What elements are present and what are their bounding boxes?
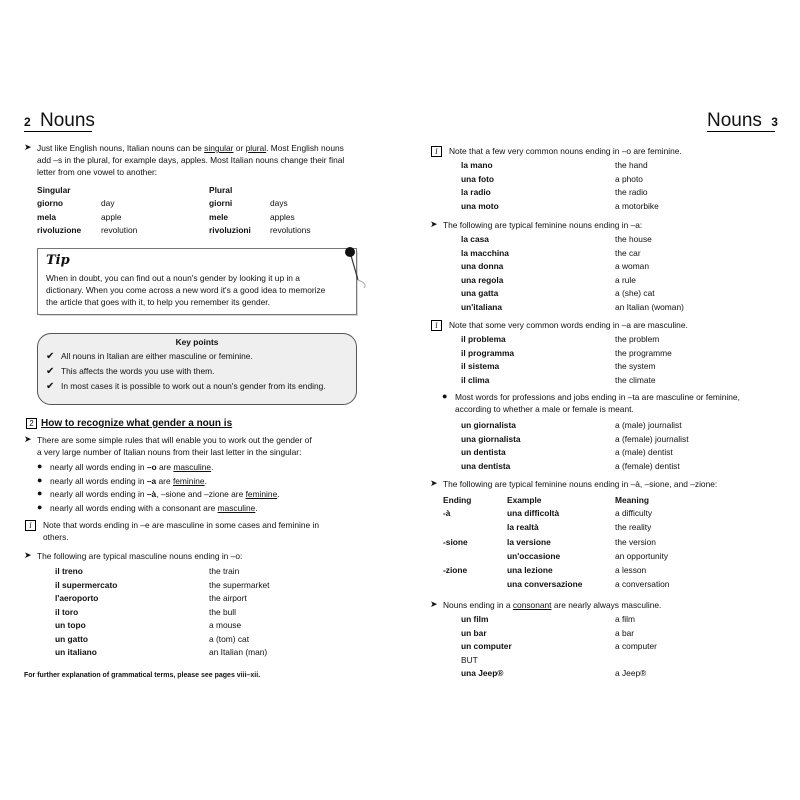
right-page-header bbox=[707, 111, 778, 132]
rule-text: nearly all words ending in bbox=[50, 475, 147, 486]
key-point-1: All nouns in Italian are either masculine or feminine. bbox=[61, 351, 253, 361]
meaning-cell: the reality bbox=[615, 521, 652, 532]
key-points-box bbox=[37, 333, 357, 405]
example-cell: una difficoltà bbox=[507, 508, 560, 518]
rule-text: . bbox=[277, 489, 280, 499]
english-meaning: an Italian (man) bbox=[209, 647, 268, 657]
italian-noun: l'aeroporto bbox=[55, 593, 99, 603]
english-meaning: a mouse bbox=[209, 620, 242, 630]
meaning-cell: a difficulty bbox=[615, 508, 653, 518]
example-cell: un'occasione bbox=[507, 550, 561, 561]
italian-noun: un'italiana bbox=[461, 301, 503, 312]
rule-ending: –a bbox=[146, 475, 157, 486]
plural-meaning: revolutions bbox=[270, 225, 311, 235]
note-a-masculine: Note that some very common words ending in –a are masculine. bbox=[449, 320, 688, 330]
plural-meaning: apples bbox=[270, 211, 295, 222]
note-o-feminine: Note that a few very common nouns ending in –o are feminine. bbox=[449, 146, 682, 156]
italian-noun: il sistema bbox=[461, 361, 500, 371]
singular-word: giorno bbox=[37, 198, 64, 208]
english-meaning: the radio bbox=[615, 187, 648, 197]
english-meaning: a (female) journalist bbox=[615, 433, 689, 444]
arrow-icon: ➤ bbox=[24, 142, 32, 152]
meaning-cell: a conversation bbox=[615, 578, 670, 589]
italian-noun: una Jeep® bbox=[461, 668, 504, 678]
ending-cell: -sione bbox=[443, 537, 468, 547]
italian-noun: il programma bbox=[461, 347, 515, 358]
plural-meaning: days bbox=[270, 198, 288, 208]
english-meaning: a (male) journalist bbox=[615, 420, 682, 430]
rule-text: . bbox=[204, 475, 207, 486]
rule-text: . bbox=[255, 502, 258, 513]
ending-cell: -zione bbox=[443, 565, 468, 575]
left-page-title: Nouns bbox=[39, 110, 95, 131]
english-meaning: a rule bbox=[615, 274, 636, 285]
english-meaning: a (she) cat bbox=[615, 288, 655, 298]
pushpin-icon bbox=[338, 244, 372, 290]
rule-text: are bbox=[156, 475, 173, 486]
gender-rule bbox=[50, 476, 207, 487]
arrow-icon: ➤ bbox=[430, 478, 438, 488]
checkmark-icon: ✔ bbox=[46, 366, 55, 377]
note-e-2: others. bbox=[43, 532, 69, 542]
right-page-title: Nouns bbox=[707, 110, 762, 131]
tip-title: Tip bbox=[46, 253, 70, 268]
english-meaning: a film bbox=[615, 614, 636, 624]
english-meaning: an Italian (woman) bbox=[615, 301, 684, 312]
singular-word: rivoluzione bbox=[37, 225, 82, 235]
intro-line-1: Just like English nouns, Italian nouns can be singular or plural. Most English nouns bbox=[37, 143, 344, 153]
singular-word: mela bbox=[37, 211, 57, 222]
rule-text: nearly all words ending in bbox=[50, 462, 147, 472]
english-meaning: a (female) dentist bbox=[615, 460, 680, 471]
singular-meaning: apple bbox=[101, 211, 122, 222]
bullet-icon: ● bbox=[37, 488, 43, 498]
rule-gender: feminine bbox=[172, 475, 205, 486]
italian-noun: BUT bbox=[461, 654, 478, 665]
rule-gender: feminine bbox=[245, 489, 278, 499]
checkmark-icon: ✔ bbox=[46, 351, 55, 362]
italian-noun: un gatto bbox=[55, 633, 89, 644]
english-meaning: a (male) dentist bbox=[615, 447, 673, 457]
endings-header-example: Example bbox=[507, 495, 542, 505]
meaning-cell: the version bbox=[615, 537, 656, 547]
italian-noun: il toro bbox=[55, 606, 79, 617]
italian-noun: un giornalista bbox=[461, 420, 516, 430]
arrow-icon: ➤ bbox=[24, 550, 32, 560]
example-cell: una conversazione bbox=[507, 578, 583, 589]
tip-line-1: When in doubt, you can find out a noun's gender by looking it up in a bbox=[46, 273, 300, 283]
italian-noun: il clima bbox=[461, 374, 490, 385]
gender-rule bbox=[50, 462, 213, 473]
english-meaning: the bull bbox=[209, 606, 237, 617]
english-meaning: a computer bbox=[615, 641, 657, 651]
english-meaning: the problem bbox=[615, 334, 660, 344]
italian-noun: un italiano bbox=[55, 647, 97, 657]
english-meaning: the car bbox=[615, 247, 641, 258]
note-icon: i bbox=[25, 520, 36, 531]
italian-noun: il supermercato bbox=[55, 579, 118, 590]
rule-text: . bbox=[211, 462, 214, 472]
italian-noun: il problema bbox=[461, 334, 506, 344]
meaning-cell: a lesson bbox=[615, 565, 647, 575]
english-meaning: the system bbox=[615, 361, 656, 371]
section-title: How to recognize what gender a noun is bbox=[41, 418, 233, 429]
rule-gender: masculine bbox=[173, 462, 212, 472]
section-intro-2: a very large number of Italian nouns from their last letter in the singular: bbox=[37, 447, 302, 457]
example-cell: la versione bbox=[507, 537, 551, 547]
bullet-icon: ● bbox=[37, 501, 43, 512]
key-point-2: This affects the words you use with them. bbox=[61, 366, 215, 376]
italian-noun: una dentista bbox=[461, 460, 511, 471]
right-page-number: 3 bbox=[771, 115, 778, 129]
italian-noun: una gatta bbox=[461, 288, 499, 298]
left-page-header bbox=[24, 111, 95, 132]
arrow-icon: ➤ bbox=[430, 599, 438, 609]
bullet-icon: ● bbox=[37, 474, 43, 485]
fem-intro: The following are typical feminine nouns ending in –a: bbox=[443, 220, 643, 230]
left-page-number: 2 bbox=[24, 115, 31, 129]
rule-ending: –o bbox=[146, 462, 157, 472]
english-meaning: the house bbox=[615, 234, 652, 244]
english-meaning: a woman bbox=[615, 261, 649, 271]
tip-line-3: the article that goes with it, to help you remember its gender. bbox=[46, 297, 270, 307]
checkmark-icon: ✔ bbox=[46, 381, 55, 392]
plural-word: mele bbox=[209, 211, 229, 222]
section-intro-1: There are some simple rules that will enable you to work out the gender of bbox=[37, 435, 312, 445]
italian-noun: un dentista bbox=[461, 447, 506, 457]
left-header-rule bbox=[24, 131, 92, 132]
note-icon: i bbox=[431, 320, 442, 331]
plural-word: rivoluzioni bbox=[209, 225, 251, 235]
italian-noun: una moto bbox=[461, 200, 499, 211]
english-meaning: the programme bbox=[615, 347, 672, 358]
gender-rule bbox=[50, 489, 280, 500]
italian-noun: la radio bbox=[461, 187, 491, 197]
right-header-rule bbox=[707, 131, 775, 132]
jobs-note-2: according to whether a male or female is meant. bbox=[455, 404, 634, 414]
italian-noun: un computer bbox=[461, 641, 512, 651]
endings-header-ending: Ending bbox=[443, 495, 472, 505]
key-point-3: In most cases it is possible to work out a noun's gender from its ending. bbox=[61, 381, 326, 391]
gender-rule bbox=[50, 503, 258, 514]
arrow-icon: ➤ bbox=[24, 434, 32, 444]
rule-text: nearly all words ending with a consonant are bbox=[50, 502, 218, 513]
rule-ending: –à bbox=[146, 489, 157, 499]
singular-meaning: revolution bbox=[101, 225, 138, 235]
italian-noun: un topo bbox=[55, 620, 86, 630]
singular-header: Singular bbox=[37, 185, 71, 195]
plural-word: giorni bbox=[209, 198, 233, 208]
english-meaning: a Jeep® bbox=[615, 668, 647, 678]
english-meaning: the train bbox=[209, 566, 240, 576]
example-cell: la realtà bbox=[507, 521, 539, 532]
english-meaning: a (tom) cat bbox=[209, 633, 250, 644]
rule-text: are bbox=[156, 462, 174, 472]
footer-note: For further explanation of grammatical terms, please see pages viii–xii. bbox=[24, 672, 261, 679]
italian-noun: una donna bbox=[461, 261, 504, 271]
english-meaning: the supermarket bbox=[209, 579, 270, 590]
italian-noun: una foto bbox=[461, 173, 495, 184]
english-meaning: the hand bbox=[615, 160, 648, 170]
ending-cell: -à bbox=[443, 508, 451, 518]
masc-intro: The following are typical masculine nouns ending in –o: bbox=[37, 551, 243, 561]
english-meaning: the airport bbox=[209, 593, 247, 603]
tip-line-2: dictionary. When you come across a new word it's a good idea to memorize bbox=[46, 285, 326, 295]
italian-noun: una regola bbox=[461, 274, 504, 285]
tip-box bbox=[37, 248, 357, 315]
italian-noun: una giornalista bbox=[461, 433, 521, 444]
example-cell: una lezione bbox=[507, 565, 553, 575]
italian-noun: un bar bbox=[461, 627, 487, 638]
fem2-intro: The following are typical feminine nouns ending in –à, –sione, and –zione: bbox=[443, 479, 718, 489]
consonant-intro: Nouns ending in a consonant are nearly always masculine. bbox=[443, 600, 662, 610]
rule-text: nearly all words ending in bbox=[50, 489, 147, 499]
italian-noun: la casa bbox=[461, 234, 489, 244]
english-meaning: a motorbike bbox=[615, 200, 659, 211]
meaning-cell: an opportunity bbox=[615, 550, 669, 561]
english-meaning: the climate bbox=[615, 374, 656, 385]
key-points-title: Key points bbox=[175, 337, 219, 347]
italian-noun: la macchina bbox=[461, 247, 509, 258]
italian-noun: la mano bbox=[461, 160, 493, 170]
arrow-icon: ➤ bbox=[430, 219, 438, 229]
english-meaning: a photo bbox=[615, 173, 643, 184]
note-e-1: Note that words ending in –e are masculine in some cases and feminine in bbox=[43, 520, 320, 530]
jobs-note-1: Most words for professions and jobs ending in –ta are masculine or feminine, bbox=[455, 392, 740, 402]
intro-line-3: letter from one vowel to another: bbox=[37, 167, 158, 177]
intro-line-2: add –s in the plural, for example days, apples. Most Italian nouns change their final bbox=[37, 155, 345, 165]
endings-header-meaning: Meaning bbox=[615, 495, 649, 505]
section-number: 2 bbox=[26, 418, 37, 429]
italian-noun: il treno bbox=[55, 566, 83, 576]
rule-gender: masculine bbox=[217, 502, 256, 513]
italian-noun: un film bbox=[461, 614, 489, 624]
rule-text: , –sione and –zione are bbox=[156, 489, 246, 499]
bullet-icon: ● bbox=[37, 461, 43, 471]
singular-meaning: day bbox=[101, 198, 115, 208]
bullet-icon: ● bbox=[442, 391, 448, 401]
note-icon: i bbox=[431, 146, 442, 157]
plural-header: Plural bbox=[209, 185, 233, 195]
english-meaning: a bar bbox=[615, 627, 635, 638]
